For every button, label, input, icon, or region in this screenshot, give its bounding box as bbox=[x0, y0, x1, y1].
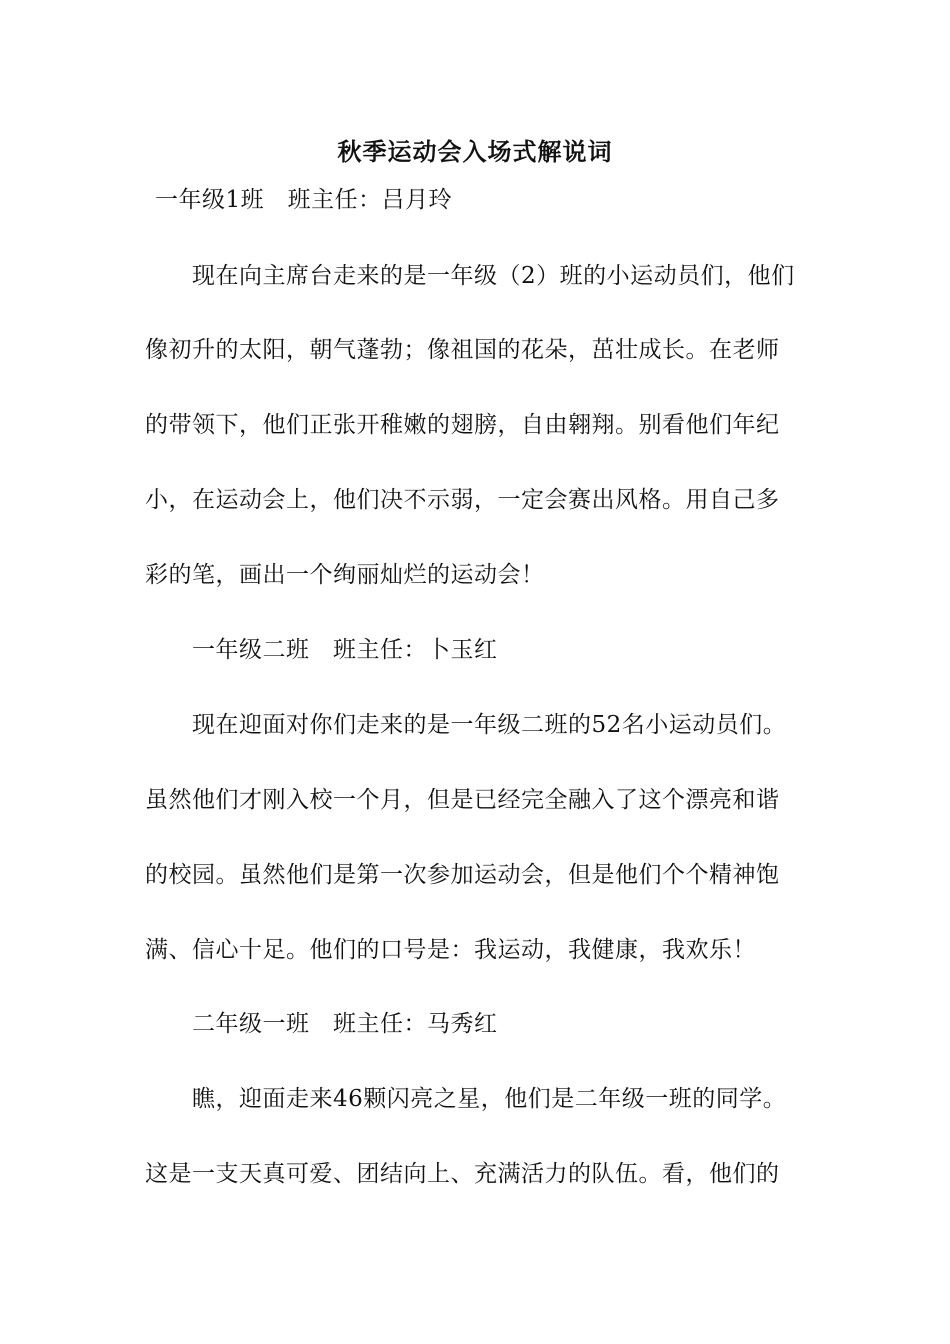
document-title: 秋季运动会入场式解说词 bbox=[337, 137, 613, 166]
class-heading-1-2: 一年级二班 班主任：卜玉红 bbox=[192, 637, 498, 663]
class-heading-2-1: 二年级一班 班主任：马秀红 bbox=[192, 1011, 498, 1037]
paragraph-line: 小，在运动会上，他们决不示弱，一定会赛出风格。用自己多 bbox=[145, 487, 780, 513]
paragraph-line: 这是一支天真可爱、团结向上、充满活力的队伍。看，他们的 bbox=[145, 1161, 780, 1187]
paragraph-line: 彩的笔，画出一个绚丽灿烂的运动会！ bbox=[145, 562, 545, 588]
paragraph-line: 现在向主席台走来的是一年级（2）班的小运动员们，他们 bbox=[192, 263, 795, 289]
paragraph-line: 满、信心十足。他们的口号是：我运动，我健康，我欢乐！ bbox=[145, 937, 756, 963]
paragraph-line: 的带领下，他们正张开稚嫩的翅膀，自由翱翔。别看他们年纪 bbox=[145, 412, 780, 438]
paragraph-line: 现在迎面对你们走来的是一年级二班的52名小运动员们。 bbox=[192, 712, 787, 738]
paragraph-line: 瞧，迎面走来46颗闪亮之星，他们是二年级一班的同学。 bbox=[192, 1086, 787, 1112]
paragraph-line: 像初升的太阳，朝气蓬勃；像祖国的花朵，茁壮成长。在老师 bbox=[145, 337, 780, 363]
paragraph-line: 虽然他们才刚入校一个月，但是已经完全融入了这个漂亮和谐 bbox=[145, 787, 780, 813]
paragraph-line: 的校园。虽然他们是第一次参加运动会，但是他们个个精神饱 bbox=[145, 862, 780, 888]
class-heading-1-1: 一年级1班 班主任：吕月玲 bbox=[155, 187, 453, 213]
